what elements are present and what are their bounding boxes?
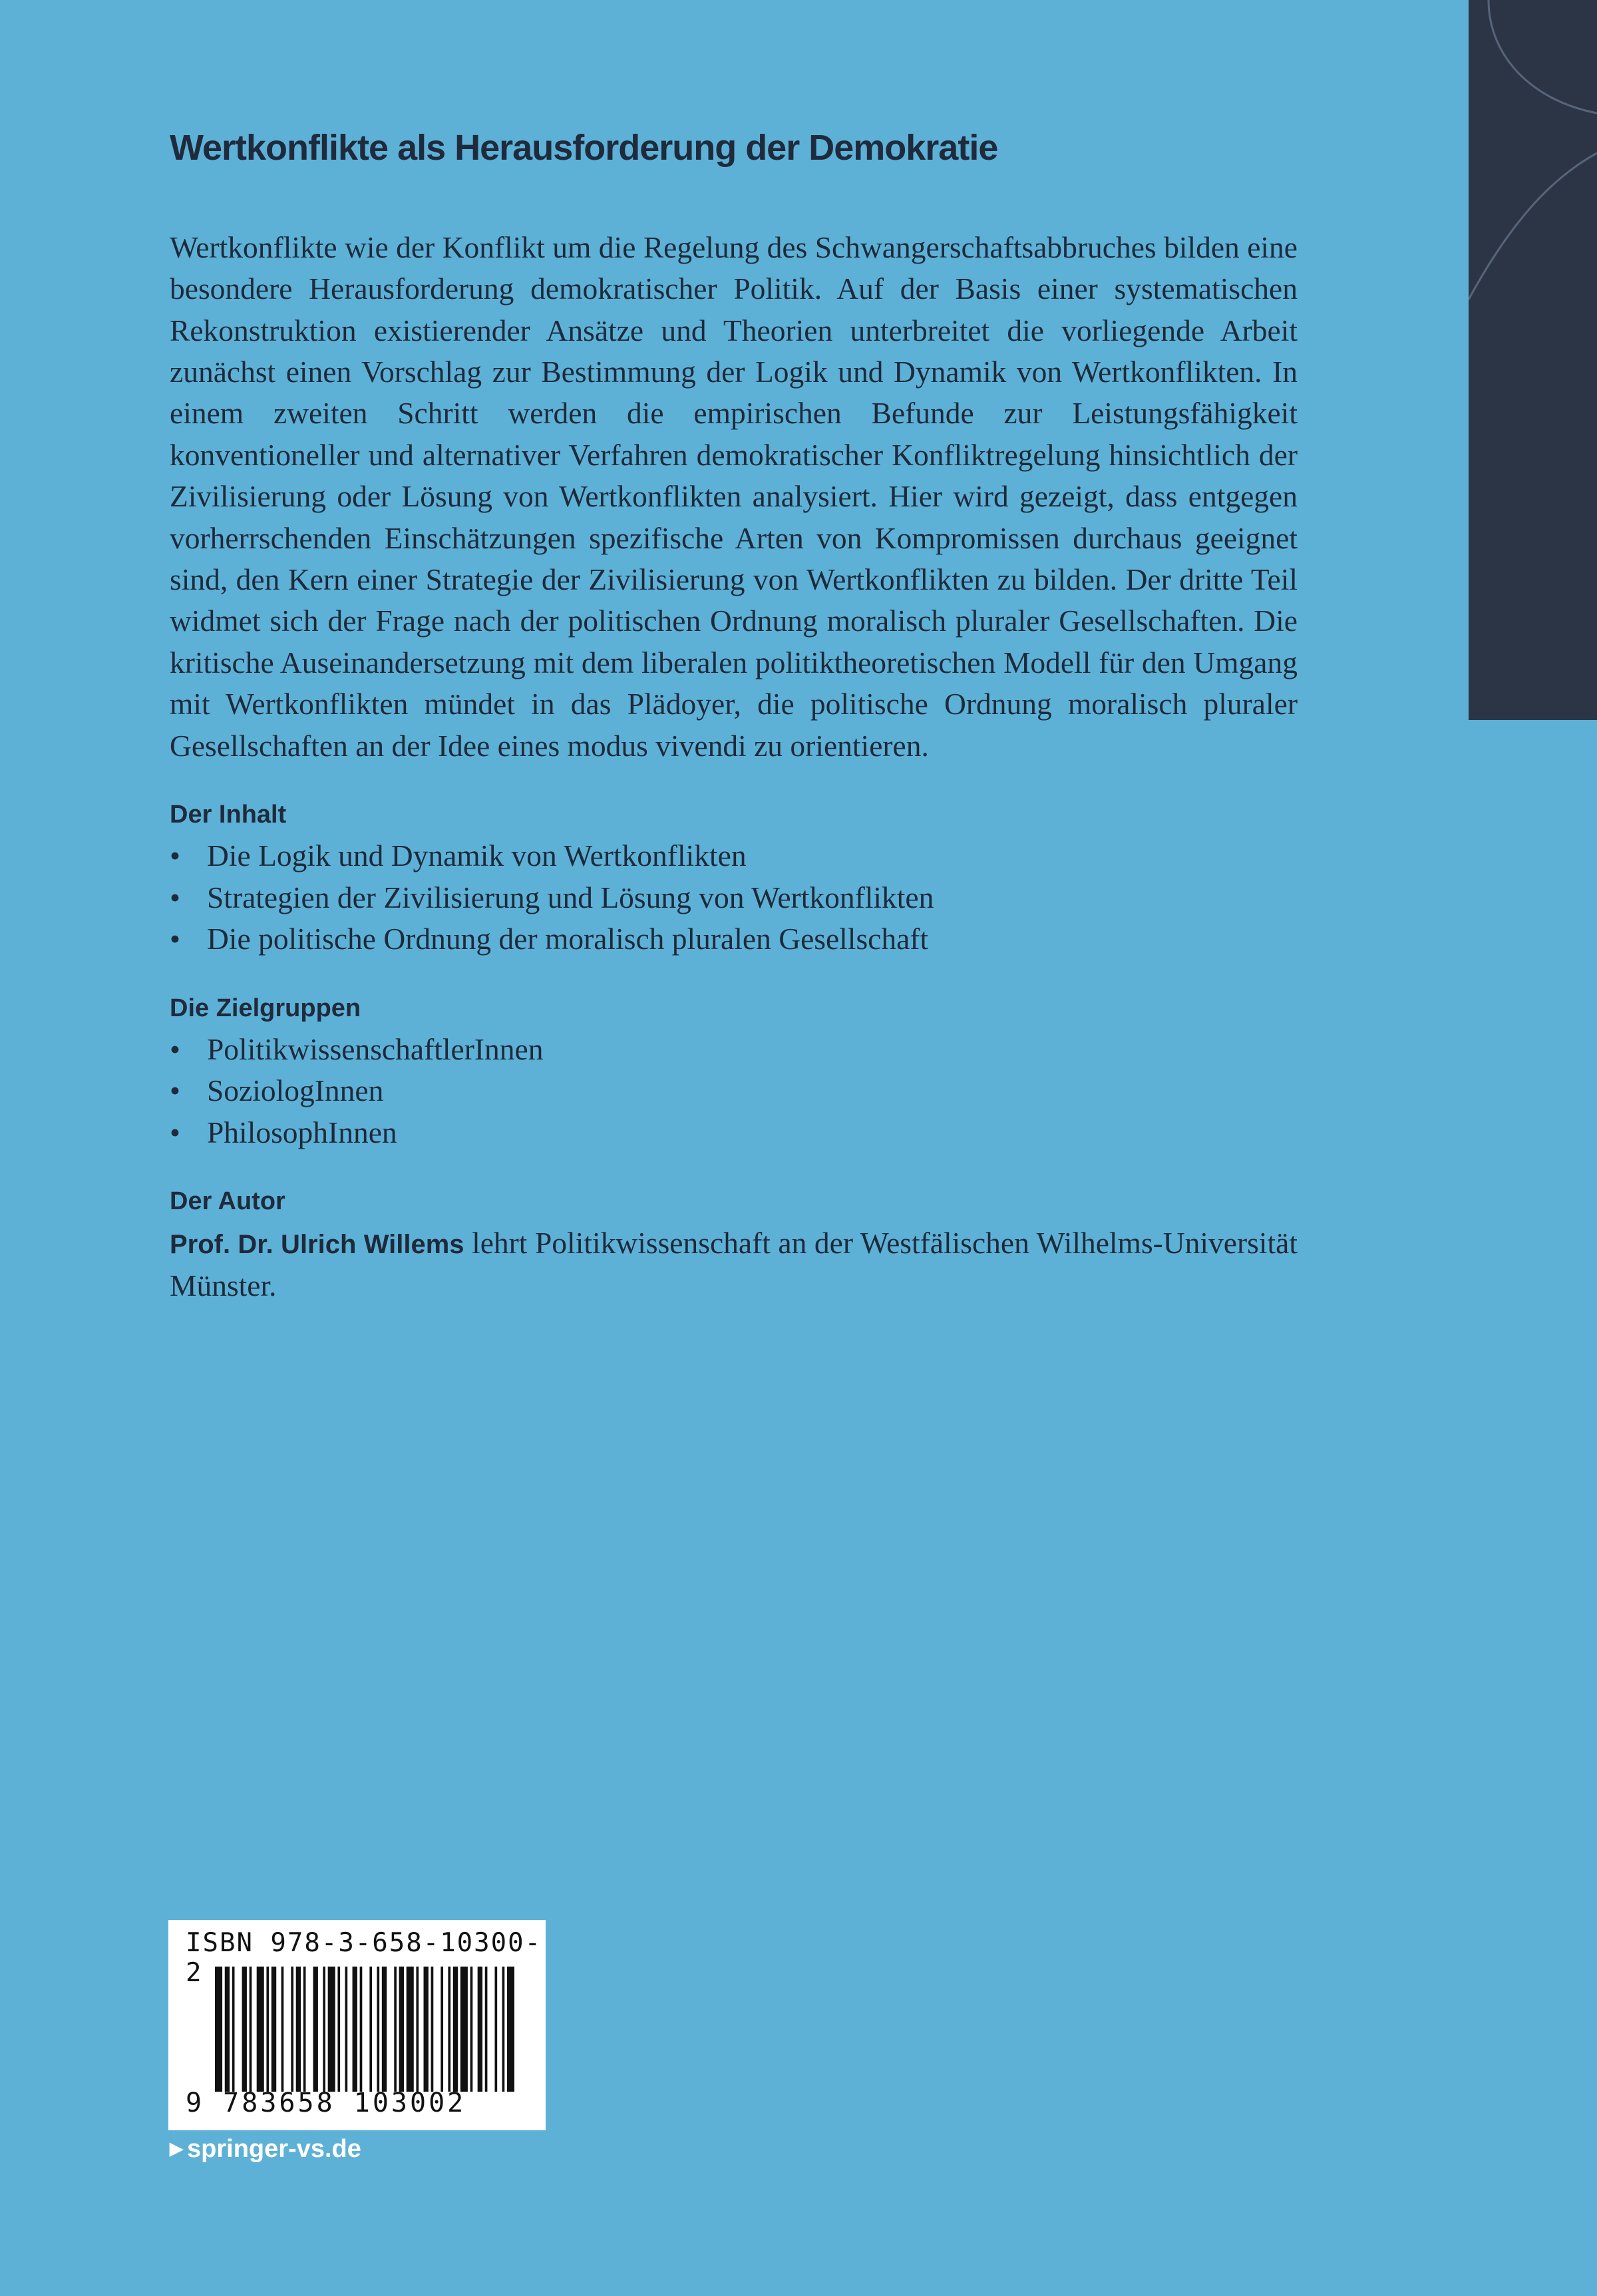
barcode-icon	[215, 1967, 514, 2092]
list-item: • PolitikwissenschaftlerInnen	[170, 1029, 1298, 1070]
bullet-icon: •	[170, 1115, 180, 1149]
corner-decoration-panel	[1469, 0, 1597, 720]
author-bio	[170, 1223, 1298, 1307]
list-item: • Strategien der Zivilisierung und Lösung von Wertkonflikten	[170, 877, 1298, 918]
curve-decoration-icon	[1469, 0, 1597, 720]
audience-list	[170, 1029, 1298, 1153]
book-description: Wertkonflikte wie der Konflikt um die Regelung des Schwangerschaftsabbruches bilden eine besondere Herausforderung demokratischer Politik. Auf der Basis einer systematischen Rekonstruktion existierender Ansätze und Theorien unterbreitet die vorliegende Arbeit zunächst einen Vorschlag zur Bestimmung der Logik und Dynamik von Wertkonflikten. In einem zweiten Schritt werden die empirischen Befunde zur Leistungsfähigkeit konventioneller und alternativer Verfahren demokratischer Konfliktregelung hinsichtlich der Zivilisierung oder Lösung von Wertkonflikten analysiert. Hier wird gezeigt, dass entgegen vorherrschenden Einschätzungen spezifische Arten von Kompromissen durchaus geeignet sind, den Kern einer Strategie der Zivilisierung von Wertkonflikten zu bilden. Der dritte Teil widmet sich der Frage nach der politischen Ordnung moralisch pluraler Gesellschaften. Die kritische Auseinandersetzung mit dem liberalen politiktheoretischen Modell für den Umgang mit Wertkonflikten mündet in das Plädoyer, die politische Ordnung moralisch pluraler Gesellschaften an der Idee eines modus vivendi zu orientieren.	[170, 230, 1298, 763]
list-item: • SoziologInnen	[170, 1070, 1298, 1111]
contents-heading: Der Inhalt	[170, 801, 287, 829]
isbn-label: ISBN 978-3-658-10300-2	[186, 1928, 542, 1988]
bullet-icon: •	[170, 839, 180, 873]
back-cover-content	[170, 126, 1298, 1307]
author-bio-text: lehrt Politikwissenschaft an der Westfälischen Wilhelms-Universität Münster.	[170, 1225, 1298, 1303]
bullet-icon: •	[170, 1073, 180, 1108]
bullet-icon: •	[170, 1032, 180, 1067]
isbn-barcode-box	[168, 1920, 546, 2130]
publisher-link[interactable]	[170, 2135, 361, 2164]
barcode-digits: 9 783658 103002	[186, 2088, 466, 2118]
author-name: Prof. Dr. Ulrich Willems	[170, 1229, 464, 1259]
bullet-icon: •	[170, 880, 180, 914]
book-title: Wertkonflikte als Herausforderung der Demokratie	[170, 128, 998, 168]
author-heading: Der Autor	[170, 1187, 285, 1216]
audience-heading: Die Zielgruppen	[170, 994, 361, 1022]
arrow-right-icon: ▶	[170, 2138, 183, 2158]
list-item: • Die Logik und Dynamik von Wertkonflikten	[170, 835, 1298, 876]
publisher-url: springer-vs.de	[187, 2135, 361, 2163]
list-item: • Die politische Ordnung der moralisch pluralen Gesellschaft	[170, 918, 1298, 960]
contents-list	[170, 835, 1298, 960]
list-item: • PhilosophInnen	[170, 1112, 1298, 1153]
bullet-icon: •	[170, 922, 180, 956]
